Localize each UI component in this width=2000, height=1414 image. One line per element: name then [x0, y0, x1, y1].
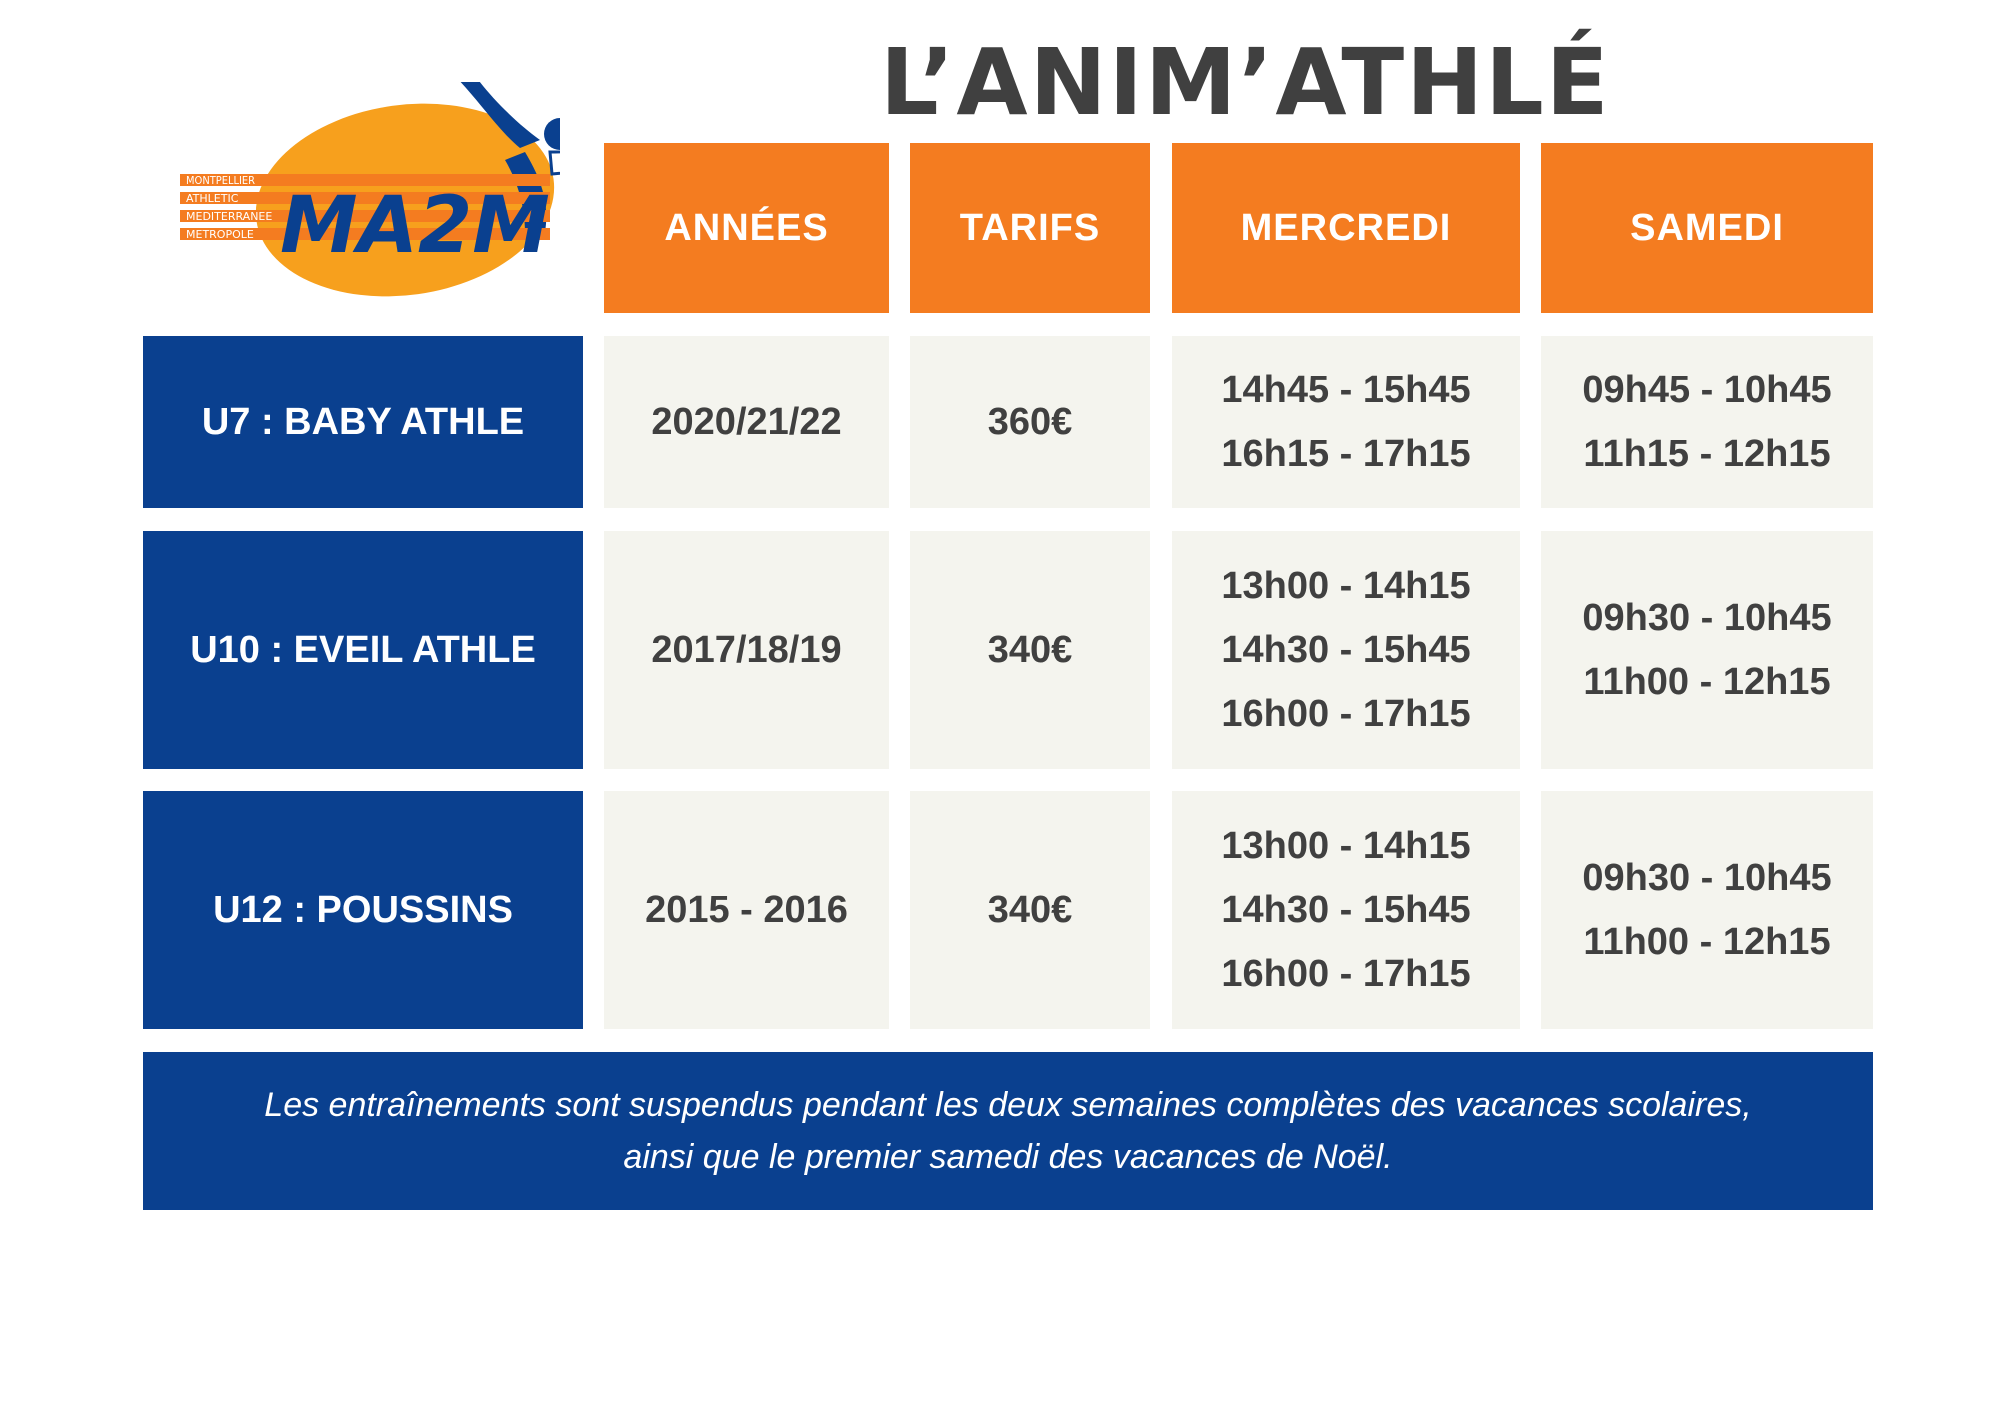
category-u10: U10 : EVEIL ATHLE	[143, 531, 583, 769]
logo-line-4: METROPOLE	[186, 228, 254, 241]
time-slot: 13h00 - 14h15	[1221, 565, 1471, 607]
header-tarifs: TARIFS	[910, 143, 1150, 313]
header-samedi: SAMEDI	[1541, 143, 1873, 313]
mercredi-u10	[1172, 531, 1520, 769]
time-slot: 11h15 - 12h15	[1583, 433, 1831, 475]
mercredi-u12	[1172, 791, 1520, 1029]
time-slot: 09h45 - 10h45	[1582, 369, 1832, 411]
annees-u7: 2020/21/22	[604, 336, 889, 508]
time-slot: 14h45 - 15h45	[1221, 369, 1471, 411]
tarif-u10: 340€	[910, 531, 1150, 769]
time-slot: 13h00 - 14h15	[1221, 825, 1471, 867]
time-slot: 14h30 - 15h45	[1221, 889, 1471, 931]
logo-line-3: MEDITERRANEE	[186, 210, 273, 223]
mercredi-u7	[1172, 336, 1520, 508]
category-u7: U7 : BABY ATHLE	[143, 336, 583, 508]
footer-note	[143, 1052, 1873, 1210]
samedi-u7	[1541, 336, 1873, 508]
page-title: L’ANIM’ATHLÉ	[880, 29, 1611, 136]
time-slot: 16h00 - 17h15	[1221, 693, 1471, 735]
note-line-2: ainsi que le premier samedi des vacances de Noël.	[623, 1138, 1393, 1176]
tarif-u12: 340€	[910, 791, 1150, 1029]
club-logo	[180, 82, 560, 302]
note-line-1: Les entraînements sont suspendus pendant les deux semaines complètes des vacances scolaires,	[264, 1086, 1752, 1124]
logo-letters: MA2M	[280, 181, 550, 271]
logo-line-2: ATHLETIC	[186, 192, 239, 205]
tarif-u7: 360€	[910, 336, 1150, 508]
time-slot: 16h00 - 17h15	[1221, 953, 1471, 995]
category-u12: U12 : POUSSINS	[143, 791, 583, 1029]
samedi-u12	[1541, 791, 1873, 1029]
header-annees: ANNÉES	[604, 143, 889, 313]
time-slot: 11h00 - 12h15	[1583, 661, 1831, 703]
time-slot: 09h30 - 10h45	[1582, 597, 1832, 639]
header-mercredi: MERCREDI	[1172, 143, 1520, 313]
logo-line-1: MONTPELLIER	[186, 174, 256, 187]
time-slot: 11h00 - 12h15	[1583, 921, 1831, 963]
samedi-u10	[1541, 531, 1873, 769]
time-slot: 14h30 - 15h45	[1221, 629, 1471, 671]
time-slot: 09h30 - 10h45	[1582, 857, 1832, 899]
time-slot: 16h15 - 17h15	[1221, 433, 1471, 475]
annees-u12: 2015 - 2016	[604, 791, 889, 1029]
annees-u10: 2017/18/19	[604, 531, 889, 769]
